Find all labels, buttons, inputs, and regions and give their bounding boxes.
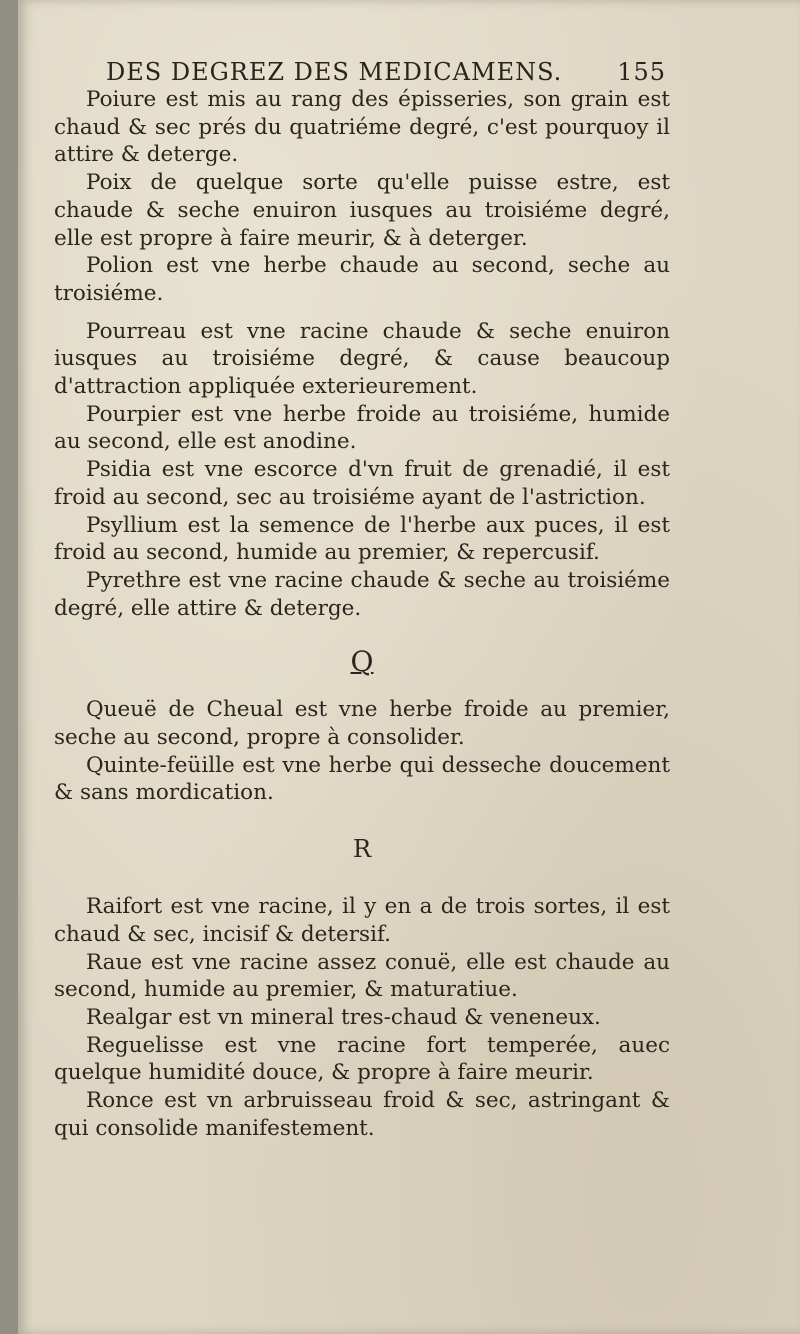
entry-ronce: Ronce est vn arbruisseau froid & sec, astringant & qui consolide manifestement. [54, 1088, 670, 1141]
entry-realgar: Realgar est vn mineral tres-chaud & veneneux. [86, 1004, 601, 1030]
entry-raue: Raue est vne racine assez conuë, elle est chaude au second, humide au premier, & maturatiue. [54, 949, 670, 1003]
entry-raifort: Raifort est vne racine, il y en a de trois sortes, il est chaud & sec, incisif & detersif. [54, 894, 670, 947]
entry-pyrethre: Pyrethre est vne racine chaude & seche au troisiéme degré, elle attire & deterge. [54, 567, 670, 621]
page-body [54, 86, 670, 1143]
entry-pourreau: Pourreau est vne racine chaude & seche enuiron iusques au troisiéme degré, & cause beaucoup d'attraction appliquée exterieurement. [54, 318, 670, 400]
section-letter-q: Q [350, 645, 374, 679]
page-number: 155 [617, 58, 666, 86]
entry-psidia: Psidia est vne escorce d'vn fruit de grenadié, il est froid au second, sec au troisiéme ayant de l'astriction. [54, 457, 670, 510]
entry-quinte-feuille: Quinte-feüille est vne herbe qui desseche doucement & sans mordication. [54, 752, 670, 806]
entry-queue-de-cheual: Queuë de Cheual est vne herbe froide au premier, seche au second, propre à consolider. [54, 697, 670, 751]
page-header [106, 58, 666, 86]
section-letter-r: R [352, 835, 372, 864]
entry-psyllium: Psyllium est la semence de l'herbe aux puces, il est froid au second, humide au premier, & repercusif. [54, 512, 670, 566]
entry-poiure: Poiure est mis au rang des épisseries, son grain est chaud & sec prés du quatriéme degré, c'est pourquoy il attire & deterge. [54, 87, 670, 168]
book-page [18, 0, 800, 1334]
running-title: DES DEGREZ DES MEDICAMENS. [106, 58, 563, 86]
entry-poix: Poix de quelque sorte qu'elle puisse estre, est chaude & seche enuiron iusques au troisiéme degré, elle est propre à faire meurir, & à deterger. [54, 170, 670, 251]
entry-pourpier: Pourpier est vne herbe froide au troisiéme, humide au second, elle est anodine. [54, 401, 670, 455]
entry-polion: Polion est vne herbe chaude au second, seche au troisiéme. [54, 253, 670, 306]
entry-reguelisse: Reguelisse est vne racine fort temperée, auec quelque humidité douce, & propre à faire meurir. [54, 1032, 670, 1086]
